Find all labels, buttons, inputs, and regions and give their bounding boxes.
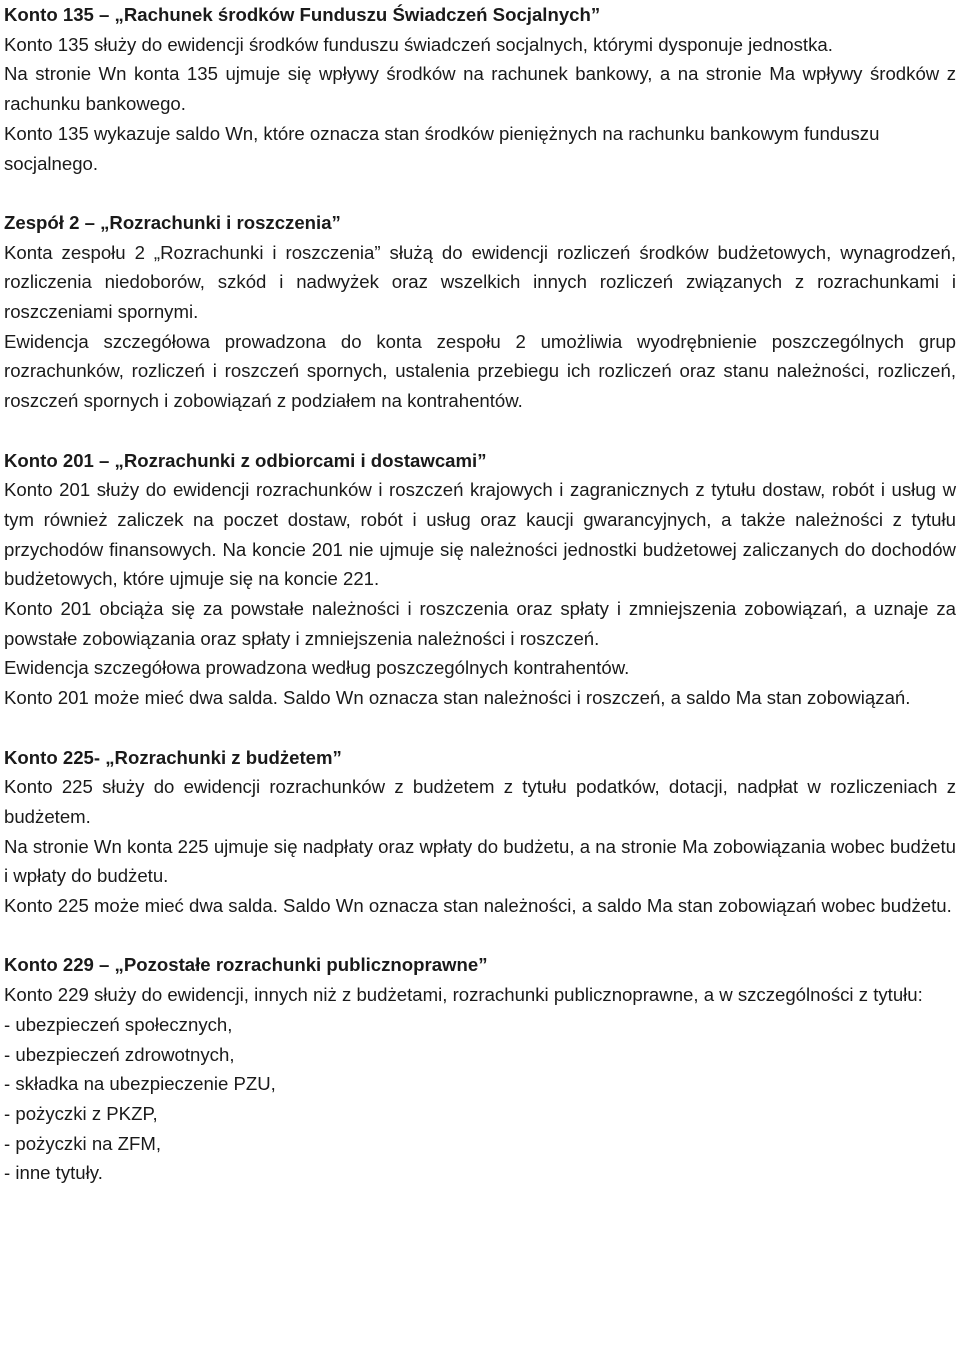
section-heading: Konto 225- „Rozrachunki z budżetem” — [4, 746, 342, 768]
section-heading: Zespół 2 – „Rozrachunki i roszczenia” — [4, 211, 341, 233]
paragraph: Konto 135 służy do ewidencji środków funduszu świadczeń socjalnych, którymi dysponuje jednostka. — [4, 33, 833, 55]
section-heading: Konto 229 – „Pozostałe rozrachunki publicznoprawne” — [4, 954, 488, 976]
paragraph: Konto 135 wykazuje saldo Wn, które oznacza stan środków pieniężnych na rachunku bankowym funduszu socjalnego. — [4, 122, 880, 174]
section-zespol-2 — [4, 208, 956, 416]
paragraph: Konto 225 służy do ewidencji rozrachunków z budżetem z tytułu podatków, dotacji, nadpłat w rozliczeniach z budżetem. — [4, 776, 956, 827]
paragraph: Konto 201 obciąża się za powstałe należności i roszczenia oraz spłaty i zmniejszenia zobowiązań, a uznaje za powstałe zobowiązania oraz spłaty i zmniejszenia należności i roszczeń. — [4, 598, 956, 649]
document-page — [4, 0, 956, 1188]
title-list — [4, 1010, 956, 1188]
list-item: - ubezpieczeń społecznych, — [4, 1013, 233, 1035]
section-heading: Konto 201 – „Rozrachunki z odbiorcami i dostawcami” — [4, 449, 487, 471]
list-item: - pożyczki na ZFM, — [4, 1132, 162, 1154]
paragraph: Ewidencja szczegółowa prowadzona do konta zespołu 2 umożliwia wyodrębnienie poszczególnych grup rozrachunków, rozliczeń i roszczeń spornych, ustalenia przebiegu ich rozliczeń oraz stanu należności, rozliczeń, roszczeń spornych i zobowiązań z podziałem na kontrahentów. — [4, 330, 956, 412]
list-item: - składka na ubezpieczenie PZU, — [4, 1073, 276, 1095]
paragraph: Konto 201 może mieć dwa salda. Saldo Wn oznacza stan należności i roszczeń, a saldo Ma stan zobowiązań. — [4, 687, 911, 709]
paragraph: Konto 225 może mieć dwa salda. Saldo Wn oznacza stan należności, a saldo Ma stan zobowiązań wobec budżetu. — [4, 895, 952, 917]
section-konto-229 — [4, 950, 956, 1188]
section-konto-135 — [4, 0, 956, 178]
paragraph: Na stronie Wn konta 135 ujmuje się wpływy środków na rachunek bankowy, a na stronie Ma wpływy środków z rachunku bankowego. — [4, 63, 956, 115]
paragraph: Konto 201 służy do ewidencji rozrachunków i roszczeń krajowych i zagranicznych z tytułu dostaw, robót i usług w tym również zaliczek na poczet dostaw, robót i usług oraz kaucji gwarancyjnych, a także należności z tytułu przychodów finansowych. Na koncie 201 nie ujmuje się należności jednostki budżetowej zaliczanych do dochodów budżetowych, które ujmuje się na koncie 221. — [4, 479, 956, 590]
paragraph: Konto 229 służy do ewidencji, innych niż z budżetami, rozrachunki publicznoprawne, a w szczególności z tytułu: — [4, 984, 923, 1006]
list-item: - ubezpieczeń zdrowotnych, — [4, 1043, 235, 1065]
section-heading: Konto 135 – „Rachunek środków Funduszu Świadczeń Socjalnych” — [4, 4, 601, 25]
list-item: - inne tytuły. — [4, 1162, 103, 1184]
section-konto-201 — [4, 446, 956, 713]
list-item: - pożyczki z PKZP, — [4, 1102, 158, 1124]
section-konto-225 — [4, 743, 956, 921]
paragraph: Konta zespołu 2 „Rozrachunki i roszczenia” służą do ewidencji rozliczeń środków budżetowych, wynagrodzeń, rozliczenia niedoborów, szkód i nadwyżek oraz wszelkich innych rozliczeń związanych z rozrachunkami i roszczeniami spornymi. — [4, 241, 956, 323]
paragraph: Ewidencja szczegółowa prowadzona według poszczególnych kontrahentów. — [4, 657, 630, 679]
paragraph: Na stronie Wn konta 225 ujmuje się nadpłaty oraz wpłaty do budżetu, a na stronie Ma zobowiązania wobec budżetu i wpłaty do budżetu. — [4, 835, 956, 887]
